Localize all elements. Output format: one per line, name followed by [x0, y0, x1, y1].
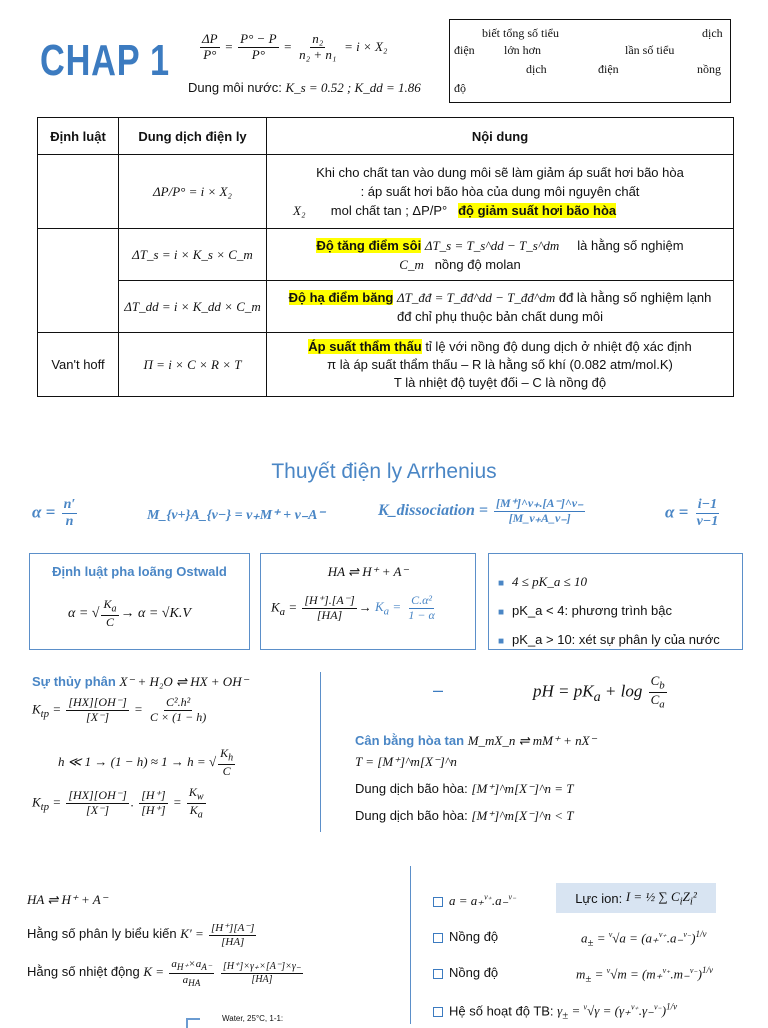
- ktp-formula-2: $K_{tp}$ = $\frac{[HX][OH^-]}{[X^-]}$ . $\frac{[H^+]}{[H^+]}$ = $\frac{K_w}{K_a}$: [32, 785, 204, 821]
- list-item: ■ 4 ≤ pK_a ≤ 10: [498, 574, 587, 589]
- arrhenius-title: Thuyết điện ly Arrhenius: [271, 460, 497, 483]
- divider-vertical-1: [320, 672, 321, 832]
- table-row: ΔP/P° = i × X₂ Khi cho chất tan vào dung môi sẽ làm giảm áp suất hơi bão hòa : áp suất hơi bão hòa của dung môi nguyên chất X₂ mol chất tan ; ΔP/P° độ giảm suất hơi bão hòa: [38, 155, 734, 229]
- ostwald-title: Định luật pha loãng Ostwald: [52, 564, 227, 579]
- list-item: ■ pK_a < 4: phương trình bậc: [498, 603, 673, 618]
- ha-equilibrium: HA ⇌ H⁺ + A⁻: [27, 892, 108, 907]
- mean-activity: Nồng độ $a_\pm = ^\nu√a = (a_+^{\nu_+}.a_-^{\nu_-})^{1/\nu}$: [433, 929, 733, 944]
- table-row: ΔT_s = i × K_s × C_m Độ tăng điểm sôi ΔT_s = T_s^dd − T_s^dm là hằng số nghiệm C_m nồng độ molan: [38, 229, 734, 281]
- header-solution: Dung dịch điện ly: [119, 118, 267, 155]
- law-table: [37, 117, 734, 397]
- table-row: Van't hoff Π = i × C × R × T Áp suất thẩm thấu tỉ lệ với nồng độ dung dịch ở nhiệt độ xác định π là áp suất thẩm thấu – R là hằng số khí (0.082 atm/mol.K) T là nhiệt độ tuyệt đối – C là nồng độ: [38, 333, 734, 397]
- header-content: Nội dung: [267, 118, 734, 155]
- ka-box: [260, 553, 476, 650]
- ph-formula: pH = $pK_a + \log$ $\frac{C_b}{C_a}$: [533, 673, 665, 711]
- solvent-constants: Dung môi nước: K_s = 0.52 ; K_dd = 1.86: [188, 80, 421, 95]
- ph-dash: –: [433, 680, 444, 700]
- alpha-formula-1: α = $\frac{n'}{n}$: [32, 497, 76, 530]
- dissociation-eq: M_{ν+}A_{ν−} = ν₊M⁺ + ν₋A⁻: [147, 508, 325, 523]
- chapter-title: CHAP 1: [40, 36, 170, 85]
- alpha-formula-2: α = $\frac{i-1}{\nu-1}$: [665, 497, 719, 530]
- ka-formula: $K_a$ = $\frac{[H^+].[A^-]}{[HA]}$ → $K_a$ = $\frac{\text{C.α²}}{1 - \alpha}$: [271, 593, 435, 622]
- activity-formula: a = a₊$^{\nu_+}$.a₋$^{\nu_-}$: [433, 893, 516, 909]
- k-dissociation: K_dissociation = $\frac{[M^+]\^{}\nu_+.[A^-]\^{}\nu_-}{[M\_\nu_+A\_\nu_-]}$: [378, 496, 584, 525]
- bracket-mark: [186, 1018, 200, 1028]
- raoult-formula: $\frac{\Delta P}{P^\circ}$ = $\frac{P^\circ - P}{P^\circ}$ = $\frac{\text{n₂}}{\text{n₂ + n₁}}$ = i × X₂: [202, 31, 388, 62]
- mean-activity-coefficient: Hệ số hoạt độ TB: $\gamma_\pm = ^\nu√\gamma = (\gamma_+^{\nu_+}.\gamma_-^{\nu_-})^{1/\nu}$: [433, 1002, 753, 1022]
- list-item: ■ pK_a > 10: xét sự phân ly của nước: [498, 632, 720, 647]
- hydrolysis-title: Sự thủy phân X⁻ + H₂O ⇌ HX + OH⁻: [32, 674, 249, 689]
- ostwald-box: [29, 553, 250, 650]
- ionic-strength-box: Lực ion: I = ½ ∑ $C_iZ_i^2$: [556, 883, 716, 913]
- apparent-constant: Hằng số phân ly biểu kiến K′ = $\frac{[H^+][A^-]}{[HA]}$: [27, 922, 255, 948]
- note-box: biết tổng số tiểu dịch điện lớn hơn lần số tiểu dịch điện nồng độ: [449, 19, 731, 103]
- ostwald-formula: α = √ $\frac{K_a}{C}$ → α = √K.V: [68, 597, 191, 629]
- divider-vertical-2: [410, 866, 411, 1024]
- ka-equilibrium: HA ⇌ H⁺ + A⁻: [327, 564, 409, 579]
- water-note: Water, 25°C, 1-1:: [222, 1014, 284, 1023]
- header-law: Định luật: [38, 118, 119, 155]
- table-row: ΔT_dd = i × K_dd × C_m Độ hạ điểm băng ΔT_đđ = T_đđ^dd − T_đđ^dm đđ là hằng số nghiệm lạnh đđ chỉ phụ thuộc bản chất dung môi: [38, 281, 734, 333]
- saturated-condition: Dung dịch bão hòa: [M⁺]^m[X⁻]^n = T: [355, 781, 574, 796]
- ktp-formula-1: $K_{tp}$ = $\frac{[HX][OH^-]}{[X^-]}$ = $\frac{\text{C².h²}}{C \times (1 - h)}$: [32, 695, 207, 724]
- unsaturated-condition: Dung dịch bão hòa: [M⁺]^m[X⁻]^n < T: [355, 808, 574, 823]
- thermodynamic-constant: Hằng số nhiệt động K = $\frac{a_{H^+}\times a_{A^-}}{a_{HA}}$ $\frac{[H^+]\times\gamma_+\times[A^-]\times\gamma_-}{[HA]}$: [27, 958, 302, 988]
- solubility-title: Cân bằng hòa tan M_mX_n ⇌ mM⁺ + nX⁻: [355, 733, 597, 748]
- table-header-row: [38, 118, 734, 155]
- pka-box: [488, 553, 743, 650]
- mean-molality: Nồng độ $m_\pm = ^\nu√m = (m_+^{\nu_+}.m_-^{\nu_-})^{1/\nu}$: [433, 965, 733, 980]
- h-approx: h ≪ 1 → (1 − h) ≈ 1 → h = √ $\frac{K_h}{C}$: [58, 746, 234, 778]
- solubility-product: T = [M⁺]^m[X⁻]^n: [355, 754, 457, 769]
